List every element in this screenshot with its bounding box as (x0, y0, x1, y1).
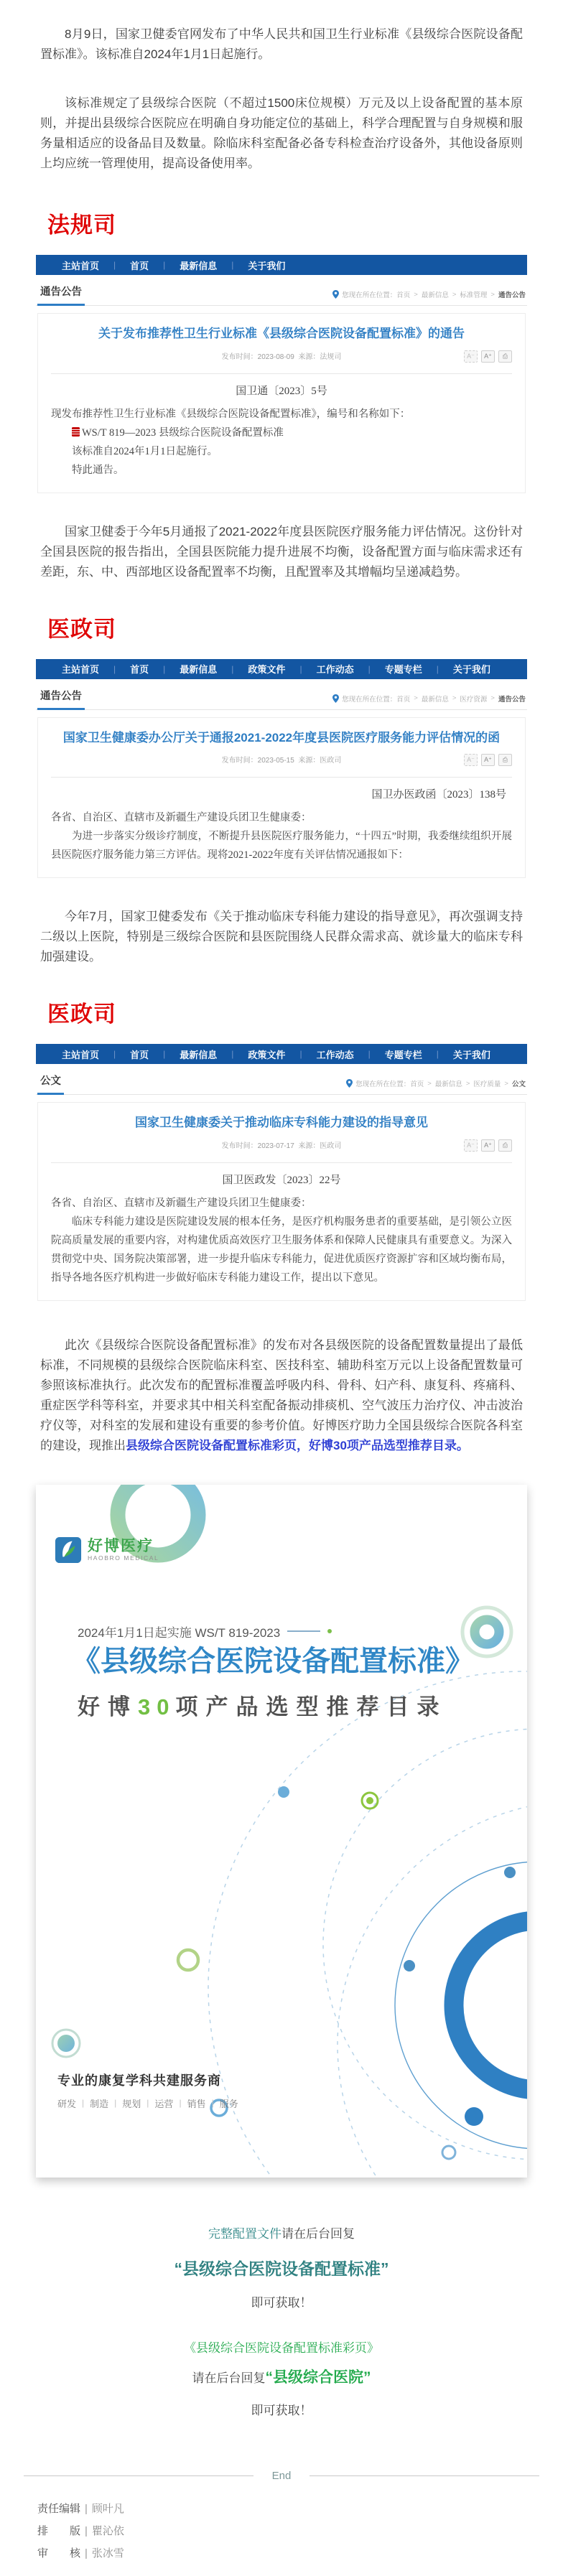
standard-file-link[interactable]: WS/T 819—2023 县级综合医院设备配置标准 (82, 426, 284, 439)
doc-text-line (51, 424, 512, 442)
section-title-yizheng-1: 医政司 (47, 616, 116, 642)
green-ring-dot (362, 1793, 378, 1809)
nav-item-home-main[interactable]: 主站首页 (62, 1049, 100, 1060)
cta-get-1: 即可获取！ (251, 2295, 312, 2310)
breadcrumb (346, 1078, 526, 1094)
nav-separator: | (299, 663, 302, 674)
breadcrumb-separator: > (490, 290, 495, 299)
tab-breadcrumb-row (36, 275, 527, 306)
notice-title-link[interactable]: 国家卫生健康委办公厅关于通报2021-2022年度县医院医疗服务能力评估情况的函 (62, 730, 501, 745)
highlight-blue-text: 县级综合医院设备配置标准彩页，好博30项产品选型推荐目录。 (126, 1438, 469, 1452)
cta-keyword-hospital: “县级综合医院” (265, 2369, 371, 2386)
breadcrumb-current: 通告公告 (498, 291, 526, 299)
breadcrumb-prefix: 您现在所在位置： (355, 1081, 411, 1089)
cta-colorpage-title: 《县级综合医院设备配置标准彩页》 (184, 2341, 379, 2355)
breadcrumb (332, 289, 526, 305)
promo-count: 30 (138, 1694, 176, 1719)
section-title-yizheng-2: 医政司 (47, 1002, 116, 1027)
nav-separator: | (231, 1049, 234, 1060)
dash-line (287, 1630, 320, 1632)
nav-item-latest[interactable]: 最新信息 (180, 664, 218, 676)
promo-subtitle: 好博30项产品选型推荐目录 (78, 1694, 447, 1719)
print-button[interactable]: ⎙ (498, 754, 512, 766)
site-nav-bar (36, 255, 527, 275)
breadcrumb-separator: > (465, 1079, 470, 1088)
breadcrumb-item[interactable]: 最新信息 (421, 291, 449, 299)
site-nav-bar (36, 1044, 527, 1064)
nav-separator: | (163, 663, 166, 674)
nav-item-about[interactable]: 关于我们 (452, 1049, 490, 1060)
nav-separator: | (368, 663, 371, 674)
breadcrumb-separator: > (414, 694, 418, 703)
teal-gradient-dot (52, 2030, 80, 2057)
font-decrease-button[interactable]: A⁻ (464, 754, 478, 766)
tab-breadcrumb-row (36, 1064, 527, 1095)
nav-item-home-main[interactable]: 主站首页 (62, 664, 100, 676)
nav-item-home[interactable]: 首页 (130, 260, 149, 271)
doc-text-line: 特此通告。 (72, 464, 124, 476)
doc-text-line: 各省、自治区、直辖市及新疆生产建设兵团卫生健康委： (51, 812, 312, 824)
article-meta: 发布时间：2023-05-15 来源：医政司 (221, 757, 342, 765)
nav-item-work[interactable]: 工作动态 (316, 1049, 354, 1060)
breadcrumb-separator: > (490, 694, 495, 703)
breadcrumb-prefix: 您现在所在位置： (342, 695, 397, 704)
breadcrumb-separator: > (504, 1079, 508, 1088)
divider (51, 1162, 512, 1163)
closing-paragraph: 此次《县级综合医院设备配置标准》的发布对各县级医院的设备配置数量提出了最低标准，不同规模的县级综合医院临床科室、医技科室、辅助科室万元以上设备配置数量可参照该标准执行。此次发布的配置标准覆盖呼吸内科、骨科、妇产科、康复科、疼痛科、重症医学科等科室，并要求其中相关科室配备振动排痰机、空气波压力治疗仪、冲击波治疗仪等，对科室的发展和建设有重要的参考价值。好博医疗助力全国县级综合医院各科室的建设，现推出县级综合医院设备配置标准彩页，好博30项产品选型推荐目录。 (40, 1338, 523, 1452)
breadcrumb-item[interactable]: 最新信息 (421, 695, 449, 704)
nav-item-home[interactable]: 首页 (130, 1049, 149, 1060)
font-decrease-button[interactable]: A⁻ (464, 350, 478, 363)
nav-separator: | (163, 1049, 166, 1060)
red-document-icon[interactable] (72, 427, 80, 437)
document-number: 国卫通〔2023〕5号 (236, 385, 327, 397)
breadcrumb-item[interactable]: 医疗资源 (460, 695, 488, 704)
tab-notices[interactable]: 通告公告 (37, 688, 85, 710)
nav-item-topics[interactable]: 专题专栏 (384, 664, 422, 676)
breadcrumb-item[interactable]: 医疗质量 (473, 1081, 501, 1089)
font-decrease-button[interactable]: A⁻ (464, 1139, 478, 1152)
tab-breadcrumb-row (36, 679, 527, 710)
intro-paragraph-1: 8月9日，国家卫健委官网发布了中华人民共和国卫生行业标准《县级综合医院设备配置标准》。该标准自2024年1月1日起施行。 (40, 27, 523, 61)
promo-effective-date: 2024年1月1日起实施 WS/T 819-2023 (78, 1623, 332, 1641)
location-pin-icon (332, 694, 339, 703)
breadcrumb-separator: > (414, 290, 418, 299)
doc-text-line: 各省、自治区、直辖市及新疆生产建设兵团卫生健康委： (51, 1197, 312, 1209)
breadcrumb-item[interactable]: 最新信息 (434, 1081, 462, 1089)
nav-item-home[interactable]: 首页 (130, 664, 149, 676)
nav-separator: | (231, 663, 234, 674)
font-increase-button[interactable]: A⁺ (481, 350, 495, 363)
article-panel (37, 313, 526, 493)
credit-layout: 排 版 | 瞿沁依 (37, 2524, 124, 2537)
nav-item-about[interactable]: 关于我们 (452, 664, 490, 676)
doc-text-line: 临床专科能力建设是医院建设发展的根本任务，是医疗机构服务患者的重要基础，是引领公立医院高质量发展的重要内容，对构建优质高效医疗卫生服务体系和保障人民健康具有重要意义。为深入贯彻党中央、国务院决策部署，进一步提升临床专科能力，促进优质医疗资源扩容和区域均衡布局，指导各地各医疗机构进一步做好临床专科能力建设工作，提出以下意见。 (51, 1215, 512, 1284)
body-paragraph-4: 今年7月，国家卫健委发布《关于推动临床专科能力建设的指导意见》，再次强调支持二级以上医院，特别是三级综合医院和县医院围绕人民群众需求高、就诊量大的临床专科加强建设。 (40, 910, 523, 964)
nav-item-about[interactable]: 关于我们 (248, 260, 286, 271)
haobro-logo (55, 1536, 159, 1564)
gov-site-screenshot-3 (36, 1044, 527, 1301)
site-nav-bar (36, 659, 527, 679)
nav-separator: | (113, 663, 116, 674)
nav-separator: | (436, 1049, 439, 1060)
divider-line (24, 2475, 253, 2476)
breadcrumb-separator: > (427, 1079, 432, 1088)
location-pin-icon (346, 1079, 353, 1088)
notice-title-link[interactable]: 关于发布推荐性卫生行业标准《县级综合医院设备配置标准》的通告 (98, 327, 465, 340)
location-pin-icon (332, 290, 339, 299)
gov-site-screenshot-1 (36, 255, 527, 493)
print-button[interactable]: ⎙ (498, 350, 512, 363)
cta-get-2: 即可获取！ (251, 2403, 312, 2417)
cta-line-2: 请在后台回复“县级综合医院” (192, 2369, 371, 2386)
document-number: 国卫办医政函〔2023〕138号 (371, 789, 506, 801)
breadcrumb-item[interactable]: 首页 (396, 695, 411, 704)
print-button[interactable]: ⎙ (498, 1139, 512, 1152)
nav-item-policy[interactable]: 政策文件 (248, 1049, 286, 1060)
divider (51, 373, 512, 374)
article-meta: 发布时间：2023-08-09 来源：法规司 (221, 353, 342, 361)
breadcrumb-separator: > (452, 694, 457, 703)
credits-block (37, 2498, 563, 2565)
nav-item-latest[interactable]: 最新信息 (180, 1049, 218, 1060)
breadcrumb-item[interactable]: 标准管理 (460, 291, 488, 299)
breadcrumb-prefix: 您现在所在位置： (342, 291, 397, 299)
article-meta: 发布时间：2023-07-17 来源：医政司 (221, 1142, 342, 1150)
nav-separator: | (163, 260, 166, 270)
promo-service-tags: 研发 | 制造 | 规划 | 运营 | 销售 | 服务 (57, 2098, 238, 2109)
breadcrumb-separator: > (452, 290, 457, 299)
nav-separator: | (231, 260, 234, 270)
nav-item-latest[interactable]: 最新信息 (180, 260, 218, 271)
intro-paragraph-2: 该标准规定了县级综合医院（不超过1500床位规模）万元及以上设备配置的基本原则，并提出县级综合医院应在明确自身功能定位的基础上，科学合理配置与自身规模和服务量相适应的设备品目及数量。除临床科室配备必备专科检查治疗设备外，其他设备原则上均应统一管理使用，提高设备使用率。 (40, 96, 523, 170)
logo-text-en: HAOBRO MEDICAL (88, 1554, 159, 1562)
tab-official-doc[interactable]: 公文 (37, 1073, 64, 1095)
article-panel (37, 1102, 526, 1301)
font-increase-button[interactable]: A⁺ (481, 1139, 495, 1152)
logo-text-cn: 好博医疗 (88, 1538, 154, 1555)
gov-site-screenshot-2 (36, 659, 527, 879)
nav-item-topics[interactable]: 专题专栏 (384, 1049, 422, 1060)
breadcrumb (332, 694, 526, 709)
cta-line-1: 完整配置文件请在后台回复 (208, 2226, 355, 2241)
cta-keyword-standard: “县级综合医院设备配置标准” (174, 2259, 389, 2278)
breadcrumb-current: 通告公告 (498, 695, 526, 704)
green-dot (327, 1629, 332, 1633)
notice-title-link[interactable]: 国家卫生健康委关于推动临床专科能力建设的指导意见 (135, 1116, 428, 1130)
document-number: 国卫医政发〔2023〕22号 (222, 1174, 341, 1186)
body-paragraph-3: 国家卫健委于今年5月通报了2021-2022年度县医院医疗服务能力评估情况。这份针对全国县医院的报告指出，全国县医院能力提升进展不均衡，设备配置方面与临床需求还有差距，东、中、西部地区设备配置率不均衡，且配置率及其增幅均呈递减趋势。 (40, 524, 523, 579)
doc-text-line: 该标准自2024年1月1日起施行。 (72, 445, 218, 457)
doc-text-line: 为进一步落实分级诊疗制度，不断提升县医院医疗服务能力，“十四五”时期，我委继续组织开展县医院医疗服务能力第三方评估。现将2021-2022年度有关评估情况通报如下： (51, 831, 512, 862)
article-panel (37, 717, 526, 879)
haobro-logo-icon (55, 1536, 82, 1564)
nav-separator: | (113, 1049, 116, 1060)
font-increase-button[interactable]: A⁺ (481, 754, 495, 766)
haobro-promo-banner (36, 1485, 527, 2178)
divider-line (310, 2475, 539, 2476)
tab-notices[interactable]: 通告公告 (37, 284, 85, 306)
nav-separator: | (368, 1049, 371, 1060)
nav-separator: | (436, 663, 439, 674)
nav-item-policy[interactable]: 政策文件 (248, 664, 286, 676)
doc-text-line: 现发布推荐性卫生行业标准《县级综合医院设备配置标准》，编号和名称如下： (51, 408, 411, 420)
credit-editor: 责任编辑 | 顾叶凡 (37, 2502, 124, 2515)
divider (51, 777, 512, 778)
end-label: End (271, 2469, 292, 2482)
credit-review: 审 核 | 张冰雪 (37, 2547, 124, 2559)
promo-standard-title: 《县级综合医院设备配置标准》 (72, 1645, 474, 1677)
breadcrumb-current: 公文 (511, 1081, 526, 1089)
nav-separator: | (299, 1049, 302, 1060)
breadcrumb-item[interactable]: 首页 (410, 1081, 424, 1089)
promo-slogan: 专业的康复学科共建服务商 (57, 2073, 221, 2088)
nav-separator: | (113, 260, 116, 270)
section-title-fagui: 法规司 (47, 213, 116, 238)
breadcrumb-item[interactable]: 首页 (396, 291, 411, 299)
nav-item-home-main[interactable]: 主站首页 (62, 260, 100, 271)
nav-item-work[interactable]: 工作动态 (316, 664, 354, 676)
end-divider (0, 2470, 563, 2482)
